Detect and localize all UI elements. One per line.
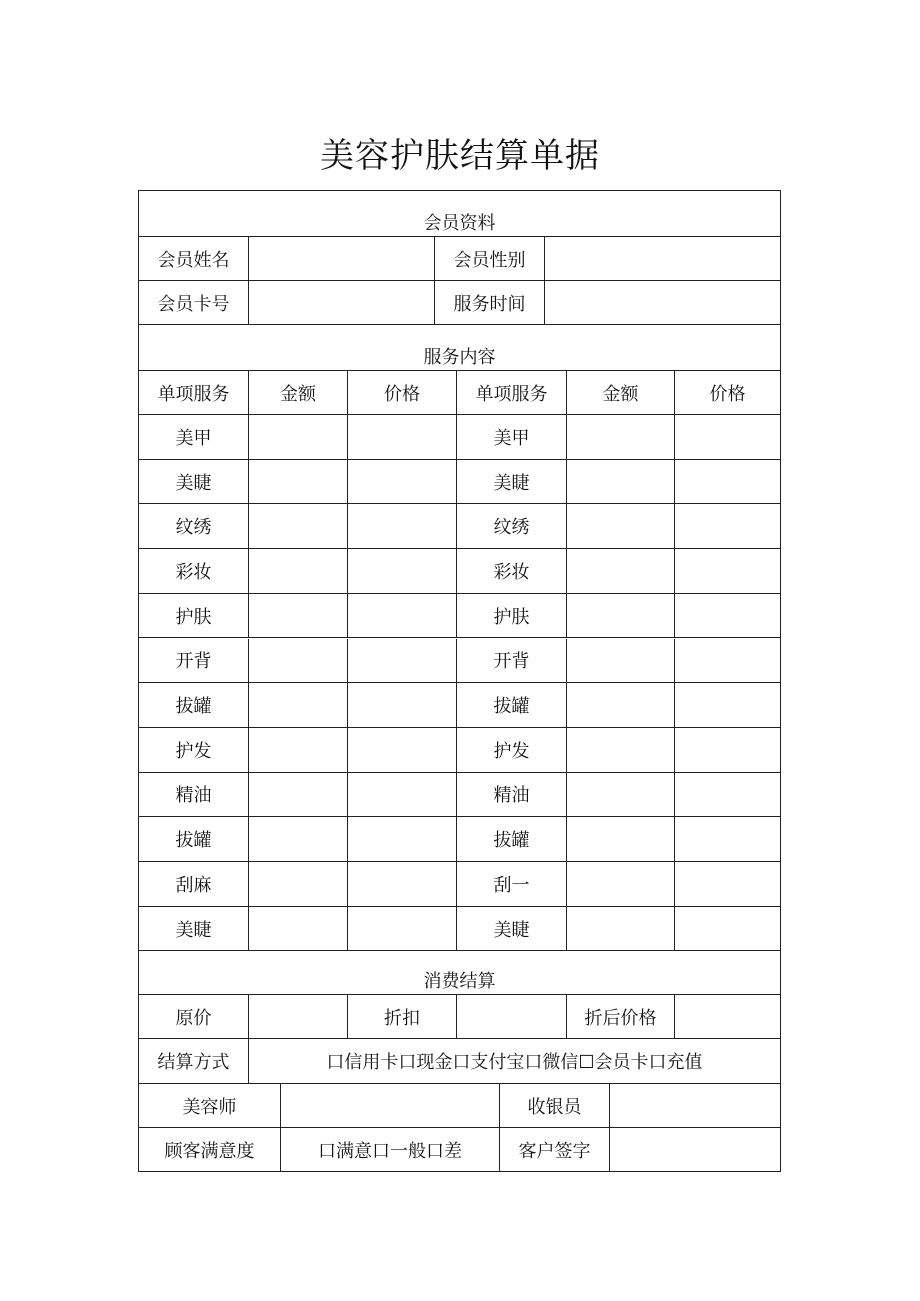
price-field[interactable] bbox=[675, 549, 780, 593]
price-field[interactable] bbox=[348, 728, 457, 772]
service-item-right: 刮一 bbox=[457, 862, 567, 906]
service-row bbox=[139, 862, 780, 907]
price-field[interactable] bbox=[675, 504, 780, 548]
service-row bbox=[139, 639, 780, 684]
price-field[interactable] bbox=[348, 415, 457, 459]
service-row bbox=[139, 817, 780, 862]
member-section-header bbox=[139, 191, 780, 237]
service-row bbox=[139, 504, 780, 549]
cashier-label: 收银员 bbox=[500, 1084, 610, 1127]
price-field[interactable] bbox=[348, 549, 457, 593]
payment-row bbox=[139, 1039, 780, 1084]
price-field[interactable] bbox=[348, 639, 457, 683]
price-field[interactable] bbox=[348, 907, 457, 951]
price-field[interactable] bbox=[348, 773, 457, 817]
settlement-section-label: 消费结算 bbox=[423, 971, 496, 992]
price-field[interactable] bbox=[675, 415, 780, 459]
service-row bbox=[139, 460, 780, 505]
member-card-field[interactable] bbox=[249, 281, 435, 324]
service-item-left: 拔罐 bbox=[139, 683, 249, 727]
satisfaction-row bbox=[139, 1128, 780, 1171]
beautician-field[interactable] bbox=[281, 1084, 500, 1127]
service-item-right: 护肤 bbox=[457, 594, 567, 638]
staff-row bbox=[139, 1084, 780, 1128]
satisfaction-options[interactable]: 口满意口一般口差 bbox=[281, 1128, 500, 1171]
price-field[interactable] bbox=[675, 773, 780, 817]
price-field[interactable] bbox=[675, 862, 780, 906]
service-item-left: 彩妆 bbox=[139, 549, 249, 593]
amount-field[interactable] bbox=[249, 907, 348, 951]
service-item-right: 纹绣 bbox=[457, 504, 567, 548]
amount-field[interactable] bbox=[249, 594, 348, 638]
price-field[interactable] bbox=[675, 460, 780, 504]
price-field[interactable] bbox=[675, 683, 780, 727]
service-item-right: 美睫 bbox=[457, 907, 567, 951]
member-section-label: 会员资料 bbox=[423, 213, 496, 234]
member-card-label: 会员卡号 bbox=[139, 281, 249, 324]
header-service-left: 单项服务 bbox=[139, 371, 249, 414]
amount-field[interactable] bbox=[567, 460, 675, 504]
service-item-left: 护发 bbox=[139, 728, 249, 772]
service-item-right: 彩妆 bbox=[457, 549, 567, 593]
payment-method-options[interactable]: 口信用卡口现金口支付宝口微信☐会员卡口充值 bbox=[326, 1052, 703, 1073]
document-title: 美容护肤结算单据 bbox=[320, 136, 600, 176]
service-item-right: 美甲 bbox=[457, 415, 567, 459]
header-amount-right: 金额 bbox=[567, 371, 675, 414]
service-item-right: 护发 bbox=[457, 728, 567, 772]
service-time-field[interactable] bbox=[545, 281, 780, 324]
amount-field[interactable] bbox=[567, 773, 675, 817]
beautician-label: 美容师 bbox=[139, 1084, 281, 1127]
service-item-left: 刮麻 bbox=[139, 862, 249, 906]
amount-field[interactable] bbox=[249, 460, 348, 504]
settlement-section-header bbox=[139, 951, 780, 995]
original-price-field[interactable] bbox=[249, 995, 348, 1038]
discounted-price-label: 折后价格 bbox=[567, 995, 675, 1038]
service-item-right: 拔罐 bbox=[457, 683, 567, 727]
service-item-left: 拔罐 bbox=[139, 817, 249, 861]
service-item-right: 美睫 bbox=[457, 460, 567, 504]
member-name-field[interactable] bbox=[249, 237, 435, 280]
settlement-form bbox=[138, 190, 781, 1172]
amount-field[interactable] bbox=[249, 683, 348, 727]
service-header-row bbox=[139, 371, 780, 415]
cashier-field[interactable] bbox=[610, 1084, 780, 1127]
amount-field[interactable] bbox=[567, 683, 675, 727]
amount-field[interactable] bbox=[567, 415, 675, 459]
service-item-left: 美睫 bbox=[139, 460, 249, 504]
amount-field[interactable] bbox=[249, 862, 348, 906]
amount-field[interactable] bbox=[249, 639, 348, 683]
price-field[interactable] bbox=[348, 862, 457, 906]
member-row-1 bbox=[139, 237, 780, 281]
amount-field[interactable] bbox=[249, 773, 348, 817]
original-price-label: 原价 bbox=[139, 995, 249, 1038]
member-row-2 bbox=[139, 281, 780, 325]
header-price-right: 价格 bbox=[709, 383, 746, 405]
service-row bbox=[139, 773, 780, 818]
service-row bbox=[139, 728, 780, 773]
service-item-right: 拔罐 bbox=[457, 817, 567, 861]
member-name-label: 会员姓名 bbox=[139, 237, 249, 280]
amount-field[interactable] bbox=[249, 504, 348, 548]
price-field[interactable] bbox=[348, 817, 457, 861]
service-item-left: 精油 bbox=[139, 773, 249, 817]
member-gender-label: 会员性别 bbox=[435, 237, 545, 280]
amount-field[interactable] bbox=[249, 817, 348, 861]
service-row bbox=[139, 415, 780, 460]
amount-field[interactable] bbox=[567, 504, 675, 548]
service-item-right: 开背 bbox=[457, 639, 567, 683]
service-item-left: 美睫 bbox=[139, 907, 249, 951]
payment-method-label: 结算方式 bbox=[139, 1039, 249, 1083]
price-field[interactable] bbox=[348, 460, 457, 504]
header-service-right: 单项服务 bbox=[457, 371, 567, 414]
price-field[interactable] bbox=[675, 728, 780, 772]
price-field[interactable] bbox=[675, 639, 780, 683]
amount-field[interactable] bbox=[567, 817, 675, 861]
amount-field[interactable] bbox=[567, 594, 675, 638]
service-row bbox=[139, 683, 780, 728]
amount-field[interactable] bbox=[249, 728, 348, 772]
service-row bbox=[139, 549, 780, 594]
price-field[interactable] bbox=[675, 594, 780, 638]
member-gender-field[interactable] bbox=[545, 237, 780, 280]
amount-field[interactable] bbox=[249, 415, 348, 459]
price-field[interactable] bbox=[348, 594, 457, 638]
service-row bbox=[139, 907, 780, 952]
service-section-header bbox=[139, 325, 780, 371]
satisfaction-label: 顾客满意度 bbox=[139, 1128, 281, 1171]
amount-field[interactable] bbox=[567, 728, 675, 772]
service-item-left: 开背 bbox=[139, 639, 249, 683]
signature-label: 客户签字 bbox=[500, 1128, 610, 1171]
amount-field[interactable] bbox=[249, 549, 348, 593]
discounted-price-field[interactable] bbox=[675, 995, 780, 1038]
amount-field[interactable] bbox=[567, 549, 675, 593]
price-field[interactable] bbox=[348, 683, 457, 727]
amount-field[interactable] bbox=[567, 862, 675, 906]
service-item-left: 纹绣 bbox=[139, 504, 249, 548]
price-field[interactable] bbox=[675, 907, 780, 951]
service-item-left: 护肤 bbox=[139, 594, 249, 638]
service-item-right: 精油 bbox=[457, 773, 567, 817]
header-amount-left: 金额 bbox=[249, 371, 348, 414]
service-item-left: 美甲 bbox=[139, 415, 249, 459]
price-field[interactable] bbox=[348, 504, 457, 548]
amount-field[interactable] bbox=[567, 639, 675, 683]
signature-field[interactable] bbox=[610, 1128, 780, 1171]
service-row bbox=[139, 594, 780, 639]
price-field[interactable] bbox=[675, 817, 780, 861]
header-price-left: 价格 bbox=[348, 371, 457, 414]
discount-label: 折扣 bbox=[348, 995, 457, 1038]
service-time-label: 服务时间 bbox=[435, 281, 545, 324]
service-section-label: 服务内容 bbox=[423, 347, 496, 368]
discount-field[interactable] bbox=[457, 995, 567, 1038]
price-row bbox=[139, 995, 780, 1039]
amount-field[interactable] bbox=[567, 907, 675, 951]
